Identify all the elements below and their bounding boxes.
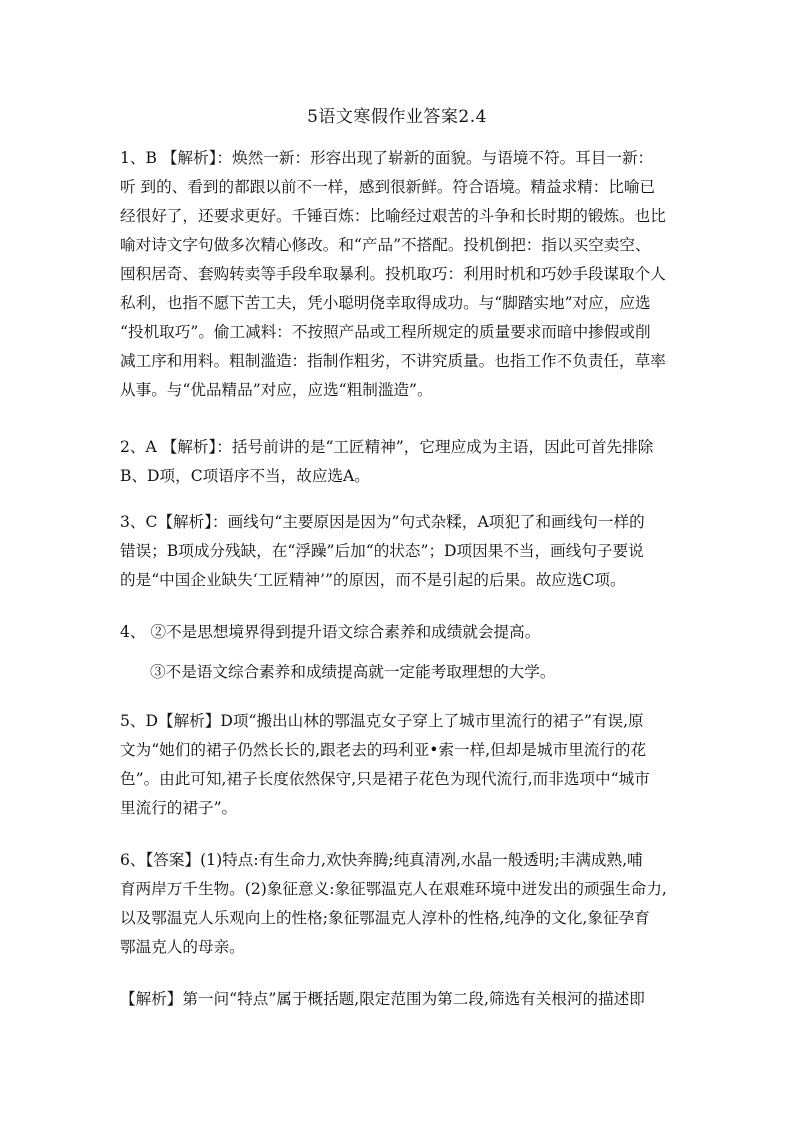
answer-1-line: 听 到的、看到的都跟以前不一样，感到很新鲜。符合语境。精益求精：比喻已 <box>120 178 656 196</box>
answer-4-line: 4、 ②不是思想境界得到提升语文综合素养和成绩就会提高。 <box>120 623 541 641</box>
answer-4-paragraph-continued <box>150 658 682 687</box>
answer-6-line: 鄂温克人的母亲。 <box>120 938 245 956</box>
answer-3-paragraph <box>120 508 682 595</box>
answer-3-line: 错误；B项成分残缺，在“浮躁”后加“的状态”；D项因果不当，画线句子要说 <box>120 542 644 560</box>
answer-2-line: 2、A 【解析】：括号前讲的是“工匠精神”，它理应成为主语，因此可首先排除 <box>120 438 654 456</box>
answer-1-line: 从事。与“优品精品”对应，应选“粗制滥造”。 <box>120 381 433 399</box>
answer-1-line: 经很好了，还要求更好。千锤百炼：比喻经过艰苦的斗争和长时期的锻炼。也比 <box>120 207 666 225</box>
answer-5-line: 文为“她们的裙子仍然长长的,跟老去的玛利亚•索一样,但却是城市里流行的花 <box>120 741 647 759</box>
answer-4-paragraph <box>120 618 682 647</box>
answer-6-line: 6、【答案】(1)特点:有生命力,欢快奔腾;纯真清冽,水晶一般透明;丰满成熟,哺 <box>120 851 643 869</box>
analysis-line: 【解析】第一问“特点”属于概括题,限定范围为第二段,筛选有关根河的描述即 <box>120 990 645 1008</box>
answer-5-paragraph <box>120 707 682 823</box>
answer-3-line: 3、C【解析】：画线句“主要原因是因为”句式杂糅，A项犯了和画线句一样的 <box>120 513 645 531</box>
answer-1-line: 私利，也指不愿下苦工夫，凭小聪明侥幸取得成功。与“脚踏实地”对应，应选 <box>120 294 651 312</box>
answer-1-paragraph <box>120 144 682 405</box>
document-title: 5语文寒假作业答案2.4 <box>307 107 487 127</box>
answer-2-line: B、D项，C项语序不当，故应选A。 <box>120 467 370 485</box>
answer-2-paragraph <box>120 433 682 491</box>
answer-5-line: 5、D【解析】D项“搬出山林的鄂温克女子穿上了城市里流行的裙子”有误,原 <box>120 712 644 730</box>
answer-5-line: 色”。由此可知,裙子长度依然保守,只是裙子花色为现代流行,而非选项中“城市 <box>120 770 650 788</box>
analysis-paragraph <box>120 985 682 1014</box>
answer-4-line: ③不是语文综合素养和成绩提高就一定能考取理想的大学。 <box>150 663 556 681</box>
answer-5-line: 里流行的裙子”。 <box>120 799 238 817</box>
answer-1-line: 1、B 【解析】：焕然一新：形容出现了崭新的面貌。与语境不符。耳目一新： <box>120 149 654 167</box>
answer-1-line: 囤积居奇、套购转卖等手段牟取暴利。投机取巧：利用时机和巧妙手段谋取个人 <box>120 265 666 283</box>
answer-1-line: 喻对诗文字句做多次精心修改。和“产品”不搭配。投机倒把：指以买空卖空、 <box>120 236 651 254</box>
answer-3-line: 的是“中国企业缺失‘工匠精神’”的原因，而不是引起的后果。故应选C项。 <box>120 571 626 589</box>
answer-1-line: “投机取巧”。偷工减料：不按照产品或工程所规定的质量要求而暗中掺假或削 <box>120 323 651 341</box>
answer-6-paragraph <box>120 846 682 962</box>
answer-6-line: 育两岸万千生物。(2)象征意义:象征鄂温克人在艰难环境中迸发出的顽强生命力, <box>120 880 667 898</box>
answer-1-line: 减工序和用料。粗制滥造：指制作粗劣，不讲究质量。也指工作不负责任，草率 <box>120 352 666 370</box>
answer-6-line: 以及鄂温克人乐观向上的性格;象征鄂温克人淳朴的性格,纯净的文化,象征孕育 <box>120 909 650 927</box>
